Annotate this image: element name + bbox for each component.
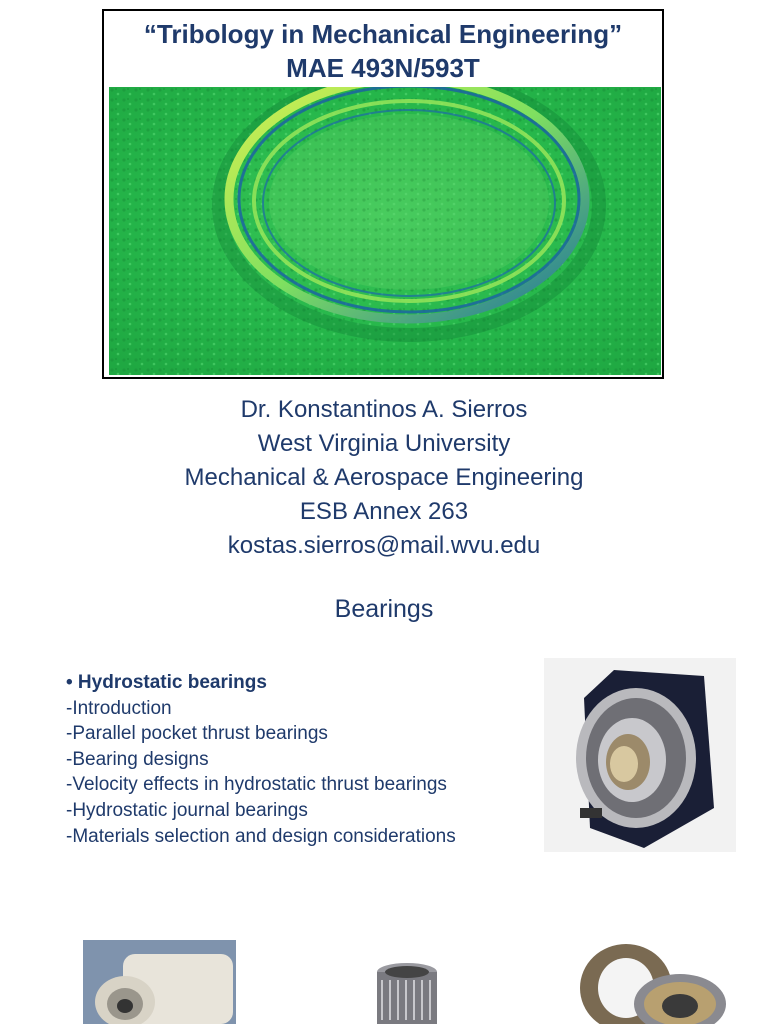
list-item: -Hydrostatic journal bearings	[66, 799, 308, 821]
wear-track-surface-image	[109, 87, 661, 375]
roller-bearing-photo	[576, 938, 728, 1024]
course-title	[104, 17, 662, 85]
list-item: -Velocity effects in hydrostatic thrust bearings	[66, 774, 447, 796]
list-item: -Materials selection and design considerations	[66, 825, 456, 847]
topic-heading: • Hydrostatic bearings	[66, 672, 267, 693]
title-box	[102, 9, 664, 379]
university: West Virginia University	[257, 430, 511, 457]
course-code: MAE 493N/593T	[286, 53, 480, 83]
list-item: -Parallel pocket thrust bearings	[66, 723, 328, 745]
section-title: Bearings	[334, 595, 434, 623]
course-title-line1: “Tribology in Mechanical Engineering”	[143, 19, 623, 49]
author-block	[0, 393, 768, 563]
author-name: Dr. Konstantinos A. Sierros	[240, 396, 528, 423]
department: Mechanical & Aerospace Engineering	[184, 464, 584, 491]
needle-bearing-photo	[372, 958, 442, 1024]
list-item: -Bearing designs	[66, 748, 209, 770]
spindle-housing-photo	[83, 940, 236, 1024]
topic-list	[66, 670, 456, 849]
office: ESB Annex 263	[299, 498, 469, 525]
list-item: -Introduction	[66, 697, 172, 719]
email: kostas.sierros@mail.wvu.edu	[227, 532, 541, 559]
hydrostatic-bearing-photo	[544, 658, 736, 852]
